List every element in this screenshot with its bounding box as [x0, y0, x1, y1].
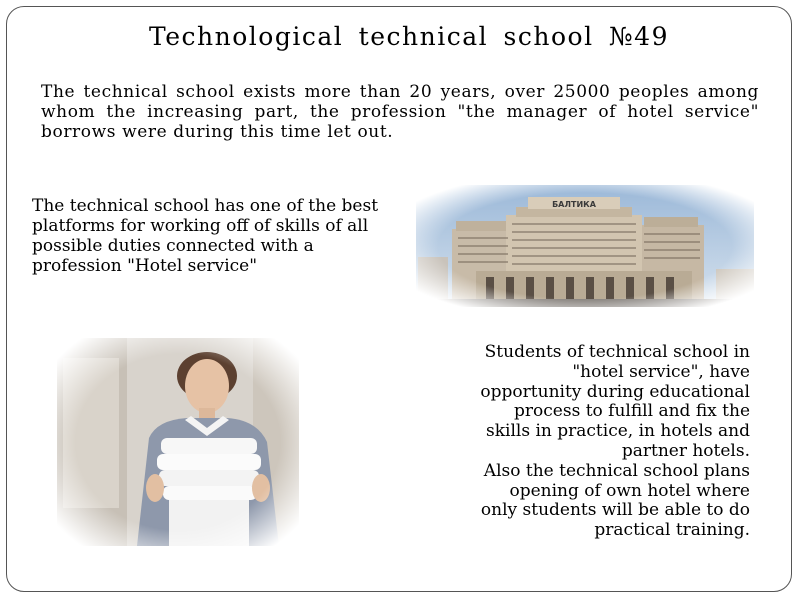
- hotel-building-photo: [416, 185, 754, 307]
- maid-with-towels-photo: [57, 338, 299, 546]
- slide-title: Technological technical school №49: [148, 22, 669, 51]
- students-paragraph: Students of technical school in "hotel service", have opportunity during educational process to fulfill and fix the skills in practice, in hotels and partner hotels. Also the technical school plans opening of own hotel where only students will be able to do practical training.: [480, 342, 750, 541]
- platforms-paragraph: The technical school has one of the best platforms for working off of skills of all possible duties connected with a profession "Hotel service": [32, 196, 379, 276]
- intro-paragraph: The technical school exists more than 20 years, over 25000 peoples among whom the increasing part, the profession "the manager of hotel service" borrows were during this time let out.: [41, 82, 759, 142]
